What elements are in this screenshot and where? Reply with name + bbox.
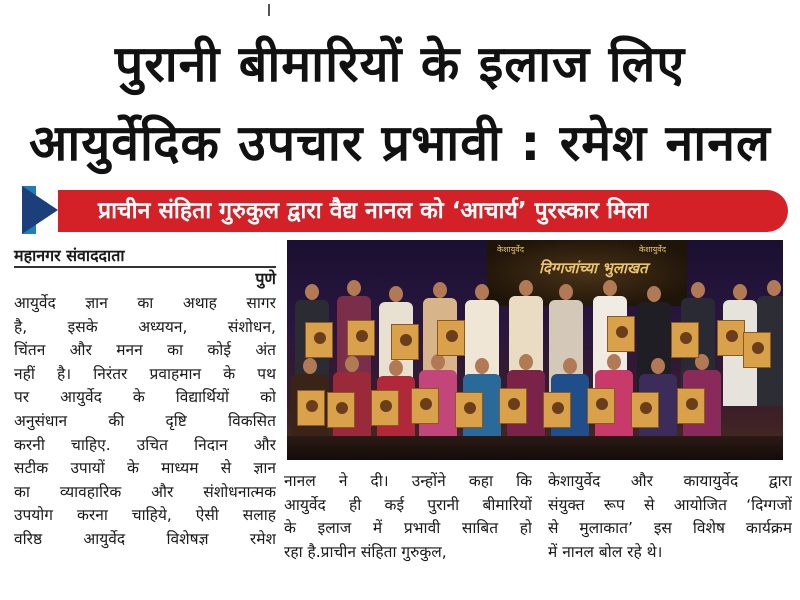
certificate-emblem-icon bbox=[640, 402, 652, 414]
certificate-card bbox=[743, 332, 771, 368]
certificate-emblem-icon bbox=[336, 402, 348, 414]
article-column-2 bbox=[284, 470, 532, 580]
certificate-card bbox=[631, 392, 659, 428]
certificate-card bbox=[347, 320, 375, 356]
certificate-card bbox=[671, 322, 699, 358]
text-line: आयुर्वेद ज्ञान का अथाह सागर bbox=[14, 294, 276, 312]
certificate-emblem-icon bbox=[356, 330, 368, 342]
screen-title: दिग्गजांच्या भुलाखत bbox=[539, 259, 648, 277]
text-line: सटीक उपायों के माध्यम से ज्ञान bbox=[14, 459, 276, 478]
text-line: के इलाज में प्रभावी साबित हो bbox=[284, 519, 532, 538]
dateline: पुणे bbox=[255, 269, 276, 288]
text-line: में नानल बोल रहे थे। bbox=[548, 542, 663, 561]
text-line: अनुसंधान की दृष्टि विकसित bbox=[14, 411, 276, 430]
text-line: करनी चाहिए. उचित निदान और bbox=[14, 435, 276, 454]
text-line: रहा है.प्राचीन संहिता गुरुकुल, bbox=[284, 542, 447, 561]
certificate-emblem-icon bbox=[446, 330, 458, 342]
certificate-card bbox=[607, 316, 635, 352]
certificate-card bbox=[455, 392, 483, 428]
text-line: उपयोग करना चाहिये, ऐसी सलाह bbox=[14, 506, 276, 525]
certificate-emblem-icon bbox=[400, 334, 412, 346]
byline: महानगर संवाददाता bbox=[14, 244, 276, 268]
screen-logo-right: केशायुर्वेद bbox=[639, 245, 666, 254]
text-line: नानल ने दी। उन्होंने कहा कि bbox=[284, 472, 532, 490]
certificate-emblem-icon bbox=[314, 332, 326, 344]
certificate-card bbox=[437, 320, 465, 356]
certificate-emblem-icon bbox=[420, 398, 432, 410]
certificate-card bbox=[543, 392, 571, 428]
certificate-emblem-icon bbox=[752, 342, 764, 354]
certificate-card bbox=[391, 324, 419, 360]
certificate-emblem-icon bbox=[464, 402, 476, 414]
certificate-card bbox=[297, 390, 325, 426]
certificate-emblem-icon bbox=[552, 402, 564, 414]
certificate-card bbox=[587, 388, 615, 424]
text-line: है, इसके अध्ययन, संशोधन, bbox=[14, 317, 276, 336]
certificate-card bbox=[411, 388, 439, 424]
certificate-emblem-icon bbox=[680, 332, 692, 344]
certificate-card bbox=[327, 392, 355, 428]
text-line: पर आयुर्वेद के विद्यार्थियों को bbox=[14, 388, 276, 407]
certificate-emblem-icon bbox=[380, 400, 392, 412]
certificate-card bbox=[717, 320, 745, 356]
banner-arrow-icon bbox=[22, 186, 58, 234]
page-top-mark bbox=[268, 4, 270, 16]
headline-line-1: पुरानी बीमारियों के इलाज लिए bbox=[114, 35, 686, 93]
certificate-emblem-icon bbox=[616, 326, 628, 338]
text-line: चिंतन और मनन का कोई अंत bbox=[14, 341, 276, 360]
text-line: संयुक्त रूप से आयोजित ‘दिग्गजों bbox=[548, 495, 792, 514]
certificate-emblem-icon bbox=[726, 330, 738, 342]
certificate-card bbox=[499, 388, 527, 424]
certificate-card bbox=[677, 388, 705, 424]
stage-floor bbox=[287, 436, 783, 460]
headline-line-2: आयुर्वेदिक उपचार प्रभावी : रमेश नानल bbox=[29, 114, 771, 172]
text-line: केशायुर्वेद और कायायुर्वेद द्वारा bbox=[548, 472, 792, 490]
article-column-1 bbox=[14, 292, 276, 578]
certificate-emblem-icon bbox=[508, 398, 520, 410]
text-line: आयुर्वेद ही कई पुरानी बीमारियों bbox=[284, 495, 532, 514]
text-line: का व्यावहारिक और संशोधनात्मक bbox=[14, 482, 276, 501]
article-column-3 bbox=[548, 470, 792, 580]
text-line: से मुलाकात’ इस विशेष कार्यक्रम bbox=[548, 519, 792, 538]
text-line: नहीं है। निरंतर प्रवाहमान के पथ bbox=[14, 364, 276, 383]
certificate-card bbox=[371, 390, 399, 426]
text-line: वरिष्ठ आयुर्वेद विशेषज्ञ रमेश bbox=[14, 529, 276, 548]
award-ceremony-photo bbox=[287, 240, 783, 460]
subheadline-banner: प्राचीन संहिता गुरुकुल द्वारा वैद्य नानल को ‘आचार्य’ पुरस्कार मिला bbox=[58, 190, 788, 232]
certificate-card bbox=[305, 322, 333, 358]
certificate-emblem-icon bbox=[596, 398, 608, 410]
certificate-emblem-icon bbox=[306, 400, 318, 412]
screen-logo-left: केशायुर्वेद bbox=[497, 245, 524, 254]
certificate-emblem-icon bbox=[686, 398, 698, 410]
